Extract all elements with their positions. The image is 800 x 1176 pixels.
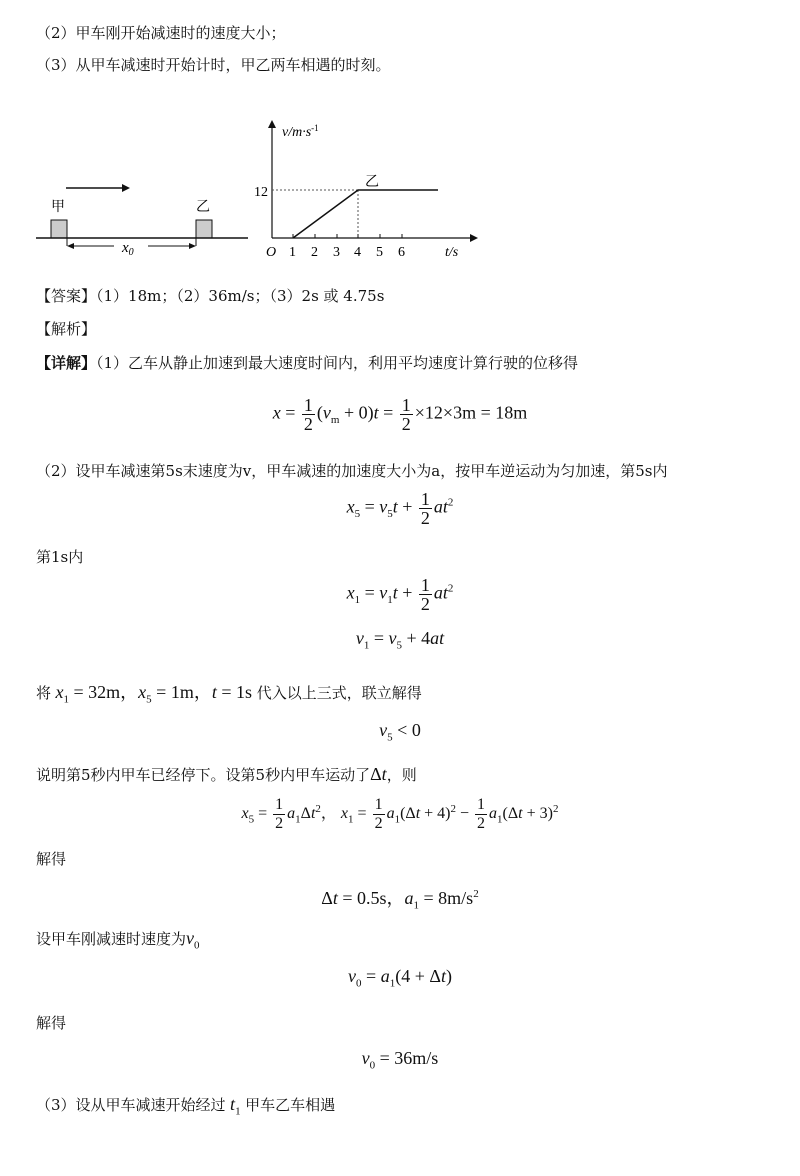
y-axis-exp: -1	[311, 123, 319, 133]
x-axis-label: t/s	[445, 245, 459, 260]
equation-3: $x_1 = v_1t$ + $\frac{1}{2}$ $at^2$	[346, 575, 454, 614]
origin-label: O	[266, 245, 277, 260]
svg-text:v/m·s-1	[282, 123, 319, 140]
equation-9: $v_0 = 36m/s$	[361, 1048, 439, 1072]
detail-p3: 第1s内	[36, 548, 84, 566]
y-axis-label: v/m·s	[282, 125, 312, 140]
equation-7: Δt = 0.5s，$a_1 = 8m/s^2$	[321, 888, 479, 912]
x-tick-2: 2	[311, 245, 318, 260]
detail-p8: 解得	[36, 1014, 67, 1032]
analysis-label: 【解析】	[36, 320, 97, 338]
detail-label: 【详解】	[36, 354, 97, 372]
detail-p7: 设甲车刚减速时速度为$v_0$	[36, 928, 200, 952]
x-ticks	[293, 234, 402, 238]
car-a-label: 甲	[51, 200, 65, 215]
answer-text: （1）18m；（2）36m/s；（3）2s 或 4.75s	[96, 287, 385, 305]
series-label: 乙	[365, 175, 379, 190]
distance-sub: 0	[128, 247, 134, 258]
x-tick-1: 1	[289, 245, 296, 260]
detail-p5: 说明第5秒内甲车已经停下。设第5秒内甲车运动了Δt，则	[36, 764, 417, 784]
detail-p1: 【详解】（1）乙车从静止加速到最大速度时间内，利用平均速度计算行驶的位移得	[36, 354, 579, 372]
equation-4: $v_1 = v_5 + 4at$	[355, 628, 445, 652]
answer-line	[36, 285, 384, 306]
detail-p2: （2）设甲车减速第5s末速度为v，甲车减速的加速度大小为a，按甲车逆运动为匀加速，第5s内	[36, 462, 668, 480]
series-line	[293, 190, 438, 238]
cars-figure	[36, 180, 256, 260]
vt-graph	[254, 116, 480, 264]
svg-text:甲	[51, 199, 65, 215]
question-2: （2）甲车刚开始减速时的速度大小；	[36, 24, 286, 42]
car-b-label: 乙	[196, 200, 210, 215]
equation-8: $v_0 = a_1(4 + \Delta t)$	[348, 966, 452, 990]
equation-5: $v_5 < 0$	[379, 720, 421, 744]
svg-text:x0	[121, 240, 134, 258]
x-tick-5: 5	[376, 245, 383, 260]
equation-1: x = $\frac{1}{2}$ $(v_m + 0)t$ = $\frac{1}{2}$ ×12×3m = 18m	[272, 395, 528, 434]
equation-6: $x_5$ = $\frac{1}{2}$ $a_1\Delta t^2$， $x_1$ = $\frac{1}{2}$ $a_1(\Delta t + 4)^2$ − $\frac{1}{2}$ $a_1(\Delta t + 3)^2$	[241, 796, 559, 832]
detail-p4: 将 $x_1 = 32m$，$x_5 = 1m$，t = 1s 代入以上三式，联立解得	[36, 682, 422, 706]
question-3: （3）从甲车减速时开始计时，甲乙两车相遇的时刻。	[36, 56, 391, 74]
answer-label: 【答案】	[36, 287, 97, 305]
y-tick-12: 12	[254, 185, 268, 200]
equation-2: $x_5 = v_5t$ + $\frac{1}{2}$ $at^2$	[346, 489, 454, 528]
svg-text:乙	[196, 200, 210, 215]
x-tick-6: 6	[398, 245, 405, 260]
x-tick-4: 4	[354, 245, 361, 260]
x-tick-3: 3	[333, 245, 340, 260]
detail-p9: （3）设从甲车减速开始经过 $t_1$ 甲车乙车相遇	[36, 1094, 336, 1118]
detail-p6: 解得	[36, 850, 67, 868]
distance-label: x	[122, 240, 129, 256]
